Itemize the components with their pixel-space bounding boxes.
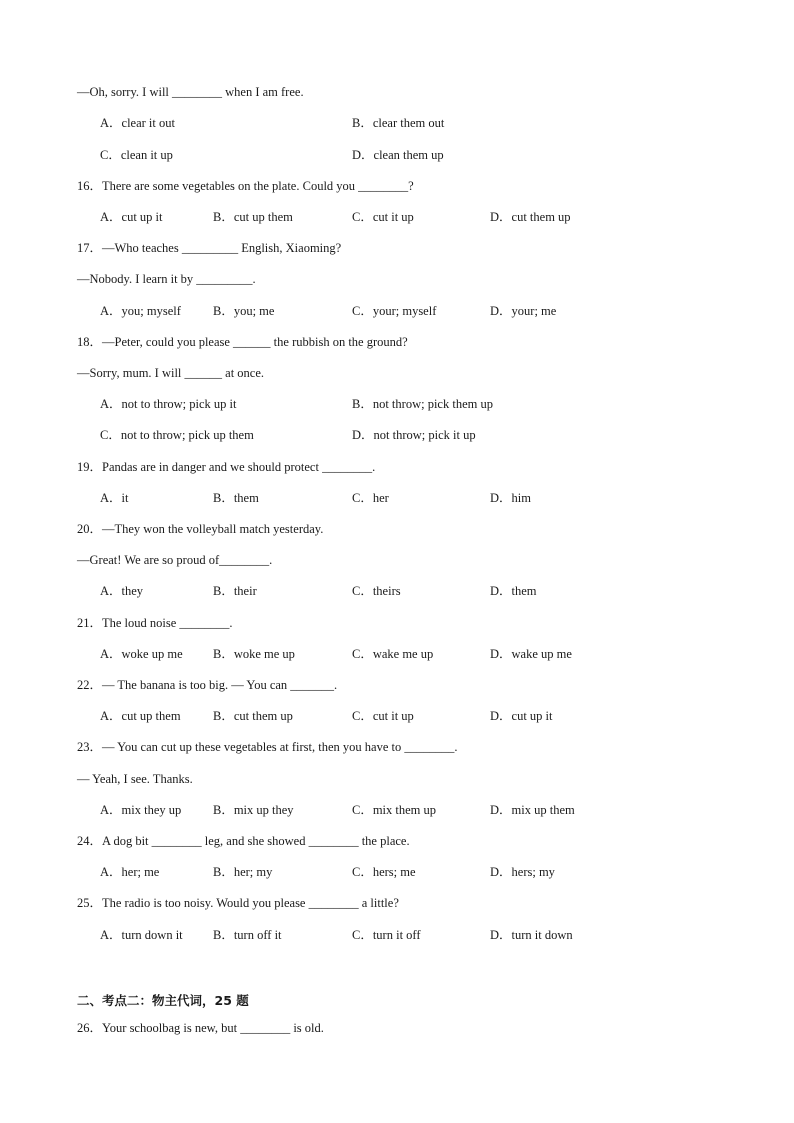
option-c[interactable]: C．turn it off bbox=[352, 928, 421, 942]
option-a[interactable]: A．cut up them bbox=[100, 709, 181, 723]
section-title: 二、考点二：物主代词，25 题 bbox=[77, 993, 249, 1008]
question-21: 21．The loud noise ________. bbox=[77, 616, 233, 630]
option-c[interactable]: C．mix them up bbox=[352, 803, 437, 817]
option-a[interactable]: A．mix they up bbox=[100, 803, 182, 817]
option-c[interactable]: C．wake me up bbox=[352, 647, 434, 661]
option-b[interactable]: B．cut them up bbox=[213, 709, 293, 723]
question-18: 18．—Peter, could you please ______ the rubbish on the ground? bbox=[77, 335, 408, 349]
question-line: —Great! We are so proud of________. bbox=[77, 553, 273, 567]
option-b[interactable]: B．their bbox=[213, 584, 257, 598]
question-17: 17．—Who teaches _________ English, Xiaoming? bbox=[77, 241, 342, 255]
question-26: 26．Your schoolbag is new, but ________ is old. bbox=[77, 1021, 324, 1035]
question-line: —Nobody. I learn it by _________. bbox=[77, 272, 256, 286]
option-a[interactable]: A．they bbox=[100, 584, 144, 598]
question-line: —Sorry, mum. I will ______ at once. bbox=[77, 366, 265, 380]
option-a[interactable]: A．her; me bbox=[100, 865, 160, 879]
option-c[interactable]: C．her bbox=[352, 491, 389, 505]
option-c[interactable]: C．your; myself bbox=[352, 304, 437, 318]
question-20: 20．—They won the volleyball match yesterday. bbox=[77, 522, 324, 536]
option-d[interactable]: D．your; me bbox=[490, 304, 557, 318]
question-19: 19．Pandas are in danger and we should protect ________. bbox=[77, 460, 376, 474]
question-25: 25．The radio is too noisy. Would you please ________ a little? bbox=[77, 896, 399, 910]
question-24: 24．A dog bit ________ leg, and she showed ________ the place. bbox=[77, 834, 410, 848]
option-a[interactable]: A．you; myself bbox=[100, 304, 181, 318]
question-line: — Yeah, I see. Thanks. bbox=[77, 772, 193, 786]
option-b[interactable]: B．cut up them bbox=[213, 210, 293, 224]
option-d[interactable]: D．them bbox=[490, 584, 537, 598]
option-b[interactable]: B．turn off it bbox=[213, 928, 282, 942]
question-23: 23．— You can cut up these vegetables at first, then you have to ________. bbox=[77, 740, 458, 754]
option-d[interactable]: D．cut them up bbox=[490, 210, 571, 224]
option-b[interactable]: B．mix up they bbox=[213, 803, 294, 817]
option-d[interactable]: D．wake up me bbox=[490, 647, 572, 661]
option-a[interactable]: A．clear it out bbox=[100, 116, 175, 130]
option-c[interactable]: C．not to throw; pick up them bbox=[100, 428, 254, 442]
option-c[interactable]: C．theirs bbox=[352, 584, 401, 598]
option-b[interactable]: B．woke me up bbox=[213, 647, 295, 661]
option-b[interactable]: B．them bbox=[213, 491, 259, 505]
option-a[interactable]: A．cut up it bbox=[100, 210, 163, 224]
option-c[interactable]: C．cut it up bbox=[352, 210, 414, 224]
option-a[interactable]: A．turn down it bbox=[100, 928, 183, 942]
option-d[interactable]: D．hers; my bbox=[490, 865, 555, 879]
option-a[interactable]: A．not to throw; pick up it bbox=[100, 397, 237, 411]
option-d[interactable]: D．not throw; pick it up bbox=[352, 428, 476, 442]
option-d[interactable]: D．turn it down bbox=[490, 928, 573, 942]
option-a[interactable]: A．it bbox=[100, 491, 129, 505]
option-b[interactable]: B．you; me bbox=[213, 304, 275, 318]
option-c[interactable]: C．clean it up bbox=[100, 148, 173, 162]
option-d[interactable]: D．him bbox=[490, 491, 531, 505]
option-b[interactable]: B．clear them out bbox=[352, 116, 445, 130]
option-b[interactable]: B．her; my bbox=[213, 865, 273, 879]
option-c[interactable]: C．cut it up bbox=[352, 709, 414, 723]
option-b[interactable]: B．not throw; pick them up bbox=[352, 397, 493, 411]
option-c[interactable]: C．hers; me bbox=[352, 865, 416, 879]
question-16: 16．There are some vegetables on the plate. Could you ________? bbox=[77, 179, 414, 193]
option-d[interactable]: D．mix up them bbox=[490, 803, 575, 817]
option-d[interactable]: D．cut up it bbox=[490, 709, 553, 723]
question-22: 22．— The banana is too big. — You can _______. bbox=[77, 678, 338, 692]
option-d[interactable]: D．clean them up bbox=[352, 148, 444, 162]
question-line: —Oh, sorry. I will ________ when I am free. bbox=[77, 85, 304, 99]
option-a[interactable]: A．woke up me bbox=[100, 647, 183, 661]
